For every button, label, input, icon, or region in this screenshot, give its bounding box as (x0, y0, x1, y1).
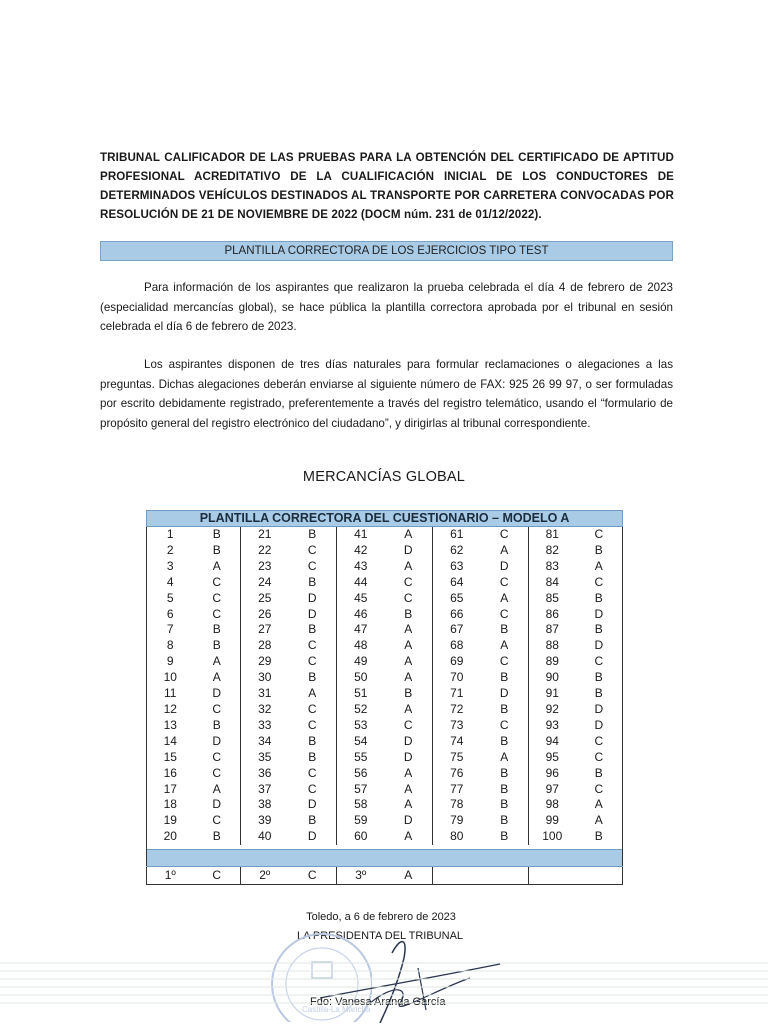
question-number: 90 (545, 670, 559, 685)
table-row (147, 797, 623, 813)
question-number: 96 (545, 765, 559, 780)
answer-letter: A (194, 654, 241, 670)
question-number: 37 (258, 781, 272, 796)
answer-letter: A (385, 702, 433, 718)
question-number: 74 (450, 733, 464, 748)
question-number: 64 (450, 574, 464, 589)
question-number: 23 (258, 558, 272, 573)
question-number: 2 (147, 543, 194, 559)
question-number: 72 (450, 701, 464, 716)
question-number: 51 (354, 686, 368, 701)
question-number: 22 (258, 542, 272, 557)
question-number: 3 (147, 559, 194, 575)
answer-letter: C (194, 750, 241, 766)
answer-letter: A (385, 782, 433, 798)
answer-letter: C (289, 782, 337, 798)
answer-letter: C (289, 766, 337, 782)
answer-letter: D (576, 638, 623, 654)
answer-letter: B (481, 702, 529, 718)
question-number: 99 (545, 813, 559, 828)
question-number: 39 (258, 813, 272, 828)
signer-name: Fdo: Vanesa Aranda García (310, 996, 446, 1008)
question-number: 46 (354, 606, 368, 621)
question-number: 17 (147, 782, 194, 798)
table-row (147, 654, 623, 670)
question-number: 71 (450, 686, 464, 701)
answer-letter: C (481, 575, 529, 591)
question-number: 88 (545, 638, 559, 653)
reserve-label: 2º (241, 867, 289, 885)
question-number: 26 (258, 606, 272, 621)
question-number: 81 (545, 527, 559, 541)
question-number: 85 (545, 590, 559, 605)
question-number: 78 (450, 797, 464, 812)
answer-letter: B (576, 829, 623, 845)
answer-letter: D (385, 543, 433, 559)
question-number: 44 (354, 574, 368, 589)
signature-date: Toledo, a 6 de febrero de 2023 (306, 911, 456, 923)
answer-letter: B (289, 527, 337, 543)
question-number: 73 (450, 717, 464, 732)
answer-letter: C (576, 654, 623, 670)
table-row (147, 622, 623, 638)
question-number: 86 (545, 606, 559, 621)
answer-letter: B (481, 782, 529, 798)
answer-letter: B (289, 734, 337, 750)
question-number: 38 (258, 797, 272, 812)
question-number: 49 (354, 654, 368, 669)
table-row (147, 638, 623, 654)
answer-letter: A (194, 782, 241, 798)
section-banner: PLANTILLA CORRECTORA DE LOS EJERCICIOS TIPO TEST (100, 241, 673, 261)
table-row (147, 686, 623, 702)
question-number: 98 (545, 797, 559, 812)
table-row (147, 750, 623, 766)
answer-letter: A (385, 622, 433, 638)
answer-letter: A (481, 750, 529, 766)
question-number: 95 (545, 749, 559, 764)
question-number: 76 (450, 765, 464, 780)
answer-letter: C (481, 654, 529, 670)
question-number: 43 (354, 558, 368, 573)
answer-letter: B (289, 622, 337, 638)
answer-letter: A (576, 559, 623, 575)
reserve-label: 1º (147, 867, 194, 885)
answer-letter: D (194, 734, 241, 750)
table-row (147, 734, 623, 750)
question-number: 60 (354, 829, 368, 844)
question-number: 77 (450, 781, 464, 796)
question-number: 15 (147, 750, 194, 766)
question-number: 83 (545, 558, 559, 573)
question-number: 1 (147, 527, 194, 543)
claims-paragraph: Los aspirantes disponen de tres días naturales para formular reclamaciones o alegaciones a las preguntas. Dichas alegaciones deberán enviarse al siguiente número de FAX: 925 26 99 97, o ser formuladas por escrito debidamente registrado, preferentemente a través del registro telemático, usando el “formulario de propósito general del registro electrónico del ciudadano”, y dirigirlas al tribunal correspondiente. (100, 358, 673, 430)
question-number: 79 (450, 813, 464, 828)
question-number: 35 (258, 749, 272, 764)
question-number: 10 (147, 670, 194, 686)
answer-letter: B (289, 575, 337, 591)
answer-letter: B (481, 670, 529, 686)
answer-letter: C (289, 559, 337, 575)
question-number: 32 (258, 701, 272, 716)
answer-letter: D (289, 797, 337, 813)
question-number: 41 (354, 527, 368, 541)
reserve-row (147, 867, 623, 885)
answer-letter: D (576, 607, 623, 623)
question-number: 65 (450, 590, 464, 605)
table-row (147, 543, 623, 559)
question-number: 27 (258, 622, 272, 637)
reserve-empty (529, 867, 623, 885)
answer-letter: B (385, 607, 433, 623)
answer-letter: A (194, 670, 241, 686)
answer-key-table (146, 510, 623, 885)
answer-letter: D (576, 718, 623, 734)
question-number: 11 (147, 686, 194, 702)
table-row (147, 813, 623, 829)
answer-letter: C (481, 607, 529, 623)
question-number: 8 (147, 638, 194, 654)
question-number: 80 (450, 829, 464, 844)
question-number: 100 (542, 829, 563, 844)
answer-letter: B (289, 670, 337, 686)
answer-letter: A (385, 766, 433, 782)
answer-letter: C (194, 702, 241, 718)
question-number: 12 (147, 702, 194, 718)
question-number: 34 (258, 733, 272, 748)
answer-letter: C (289, 543, 337, 559)
question-number: 42 (354, 542, 368, 557)
answer-letter: B (576, 686, 623, 702)
answer-letter: B (481, 734, 529, 750)
question-number: 30 (258, 670, 272, 685)
table-row (147, 591, 623, 607)
reserve-answer: C (194, 867, 241, 885)
answer-letter: D (194, 686, 241, 702)
table-row (147, 829, 623, 845)
question-number: 67 (450, 622, 464, 637)
reserve-empty (433, 867, 529, 885)
question-number: 16 (147, 766, 194, 782)
question-number: 29 (258, 654, 272, 669)
answer-letter: B (194, 718, 241, 734)
question-number: 92 (545, 701, 559, 716)
answer-letter: A (194, 559, 241, 575)
answer-letter: B (194, 543, 241, 559)
question-number: 33 (258, 717, 272, 732)
table-row (147, 718, 623, 734)
answer-rows (147, 527, 623, 846)
question-number: 6 (147, 607, 194, 623)
question-number: 7 (147, 622, 194, 638)
question-number: 84 (545, 574, 559, 589)
question-number: 13 (147, 718, 194, 734)
answer-letter: C (385, 591, 433, 607)
answer-letter: B (576, 543, 623, 559)
answer-letter: B (576, 766, 623, 782)
stamp-text: Castilla-La Mancha (302, 1005, 371, 1014)
answer-letter: C (194, 591, 241, 607)
question-number: 28 (258, 638, 272, 653)
question-number: 54 (354, 733, 368, 748)
question-number: 69 (450, 654, 464, 669)
answer-letter: B (194, 622, 241, 638)
table-row (147, 575, 623, 591)
answer-letter: A (481, 543, 529, 559)
question-number: 36 (258, 765, 272, 780)
question-number: 20 (147, 829, 194, 845)
answer-letter: C (194, 575, 241, 591)
answer-letter: A (576, 797, 623, 813)
answer-letter: C (289, 638, 337, 654)
answer-letter: B (576, 591, 623, 607)
question-number: 68 (450, 638, 464, 653)
question-number: 24 (258, 574, 272, 589)
question-number: 40 (258, 829, 272, 844)
table-row (147, 702, 623, 718)
question-number: 14 (147, 734, 194, 750)
answer-letter: C (576, 527, 623, 543)
question-number: 61 (450, 527, 464, 541)
question-number: 70 (450, 670, 464, 685)
question-number: 18 (147, 797, 194, 813)
question-number: 21 (258, 527, 272, 541)
answer-letter: D (385, 750, 433, 766)
answer-letter: C (481, 718, 529, 734)
reserve-label: 3º (337, 867, 385, 885)
answer-letter: D (385, 734, 433, 750)
question-number: 97 (545, 781, 559, 796)
signature-role: LA PRESIDENTA DEL TRIBUNAL (296, 930, 464, 942)
reserve-answer: A (385, 867, 433, 885)
answer-letter: B (576, 670, 623, 686)
question-number: 50 (354, 670, 368, 685)
question-number: 55 (354, 749, 368, 764)
answer-letter: C (385, 575, 433, 591)
answer-letter: C (289, 654, 337, 670)
footer-decoration (0, 955, 768, 1024)
answer-letter: B (481, 829, 529, 845)
question-number: 75 (450, 749, 464, 764)
answer-letter: A (385, 797, 433, 813)
document-heading: TRIBUNAL CALIFICADOR DE LAS PRUEBAS PARA LA OBTENCIÓN DEL CERTIFICADO DE APTITUD PROFESIONAL ACREDITATIVO DE LA CUALIFICACIÓN INICIAL DE LOS CONDUCTORES DE DETERMINADOS VEHÍCULOS DESTINADOS AL TRANSPORTE POR CARRETERA CONVOCADAS POR RESOLUCIÓN DE 21 DE NOVIEMBRE DE 2022 (DOCM núm. 231 de 01/12/2022). (100, 151, 674, 221)
answer-letter: A (385, 654, 433, 670)
answer-letter: A (481, 638, 529, 654)
table-row (147, 766, 623, 782)
question-number: 93 (545, 717, 559, 732)
question-number: 59 (354, 813, 368, 828)
answer-letter: A (576, 813, 623, 829)
question-number: 87 (545, 622, 559, 637)
question-number: 31 (258, 686, 272, 701)
question-number: 57 (354, 781, 368, 796)
answer-letter: D (289, 829, 337, 845)
table-row (147, 670, 623, 686)
answer-letter: B (481, 766, 529, 782)
question-number: 94 (545, 733, 559, 748)
answer-letter: B (576, 622, 623, 638)
answer-letter: B (481, 813, 529, 829)
table-divider (147, 850, 623, 867)
question-number: 25 (258, 590, 272, 605)
info-paragraph: Para información de los aspirantes que realizaron la prueba celebrada el día 4 de febrero de 2023 (especialidad mercancías global), se hace pública la plantilla correctora aprobada por el tribunal en sesión celebrada el día 6 de febrero de 2023. (100, 281, 673, 333)
answer-letter: D (194, 797, 241, 813)
answer-letter: C (289, 718, 337, 734)
answer-letter: A (385, 670, 433, 686)
specialty-title: MERCANCÍAS GLOBAL (302, 469, 466, 485)
answer-letter: A (289, 686, 337, 702)
answer-letter: C (576, 575, 623, 591)
question-number: 52 (354, 701, 368, 716)
question-number: 91 (545, 686, 559, 701)
answer-letter: D (289, 607, 337, 623)
answer-letter: C (576, 750, 623, 766)
question-number: 45 (354, 590, 368, 605)
answer-letter: C (576, 734, 623, 750)
answer-letter: C (289, 702, 337, 718)
answer-letter: A (385, 638, 433, 654)
answer-letter: A (385, 527, 433, 543)
reserve-answer: C (289, 867, 337, 885)
answer-letter: B (194, 638, 241, 654)
answer-letter: C (481, 527, 529, 543)
question-number: 66 (450, 606, 464, 621)
question-number: 47 (354, 622, 368, 637)
answer-letter: D (481, 686, 529, 702)
answer-letter: D (481, 559, 529, 575)
answer-letter: B (194, 829, 241, 845)
answer-letter: B (289, 750, 337, 766)
answer-letter: D (385, 813, 433, 829)
question-number: 9 (147, 654, 194, 670)
question-number: 53 (354, 717, 368, 732)
answer-letter: B (385, 686, 433, 702)
table-row (147, 607, 623, 623)
question-number: 62 (450, 542, 464, 557)
answer-letter: A (385, 559, 433, 575)
question-number: 63 (450, 558, 464, 573)
answer-letter: C (576, 782, 623, 798)
answer-letter: A (481, 591, 529, 607)
answer-letter: C (194, 813, 241, 829)
answer-letter: C (194, 766, 241, 782)
answer-letter: C (385, 718, 433, 734)
answer-letter: B (481, 797, 529, 813)
question-number: 19 (147, 813, 194, 829)
question-number: 5 (147, 591, 194, 607)
answer-letter: A (385, 829, 433, 845)
question-number: 82 (545, 542, 559, 557)
question-number: 56 (354, 765, 368, 780)
question-number: 58 (354, 797, 368, 812)
answer-letter: B (289, 813, 337, 829)
answer-letter: D (576, 702, 623, 718)
question-number: 4 (147, 575, 194, 591)
question-number: 48 (354, 638, 368, 653)
answer-letter: C (194, 607, 241, 623)
answer-letter: B (481, 622, 529, 638)
table-row (147, 527, 623, 543)
answer-letter: B (194, 527, 241, 543)
table-row (147, 782, 623, 798)
question-number: 89 (545, 654, 559, 669)
answer-letter: D (289, 591, 337, 607)
table-title: PLANTILLA CORRECTORA DEL CUESTIONARIO – MODELO A (147, 511, 623, 527)
table-row (147, 559, 623, 575)
